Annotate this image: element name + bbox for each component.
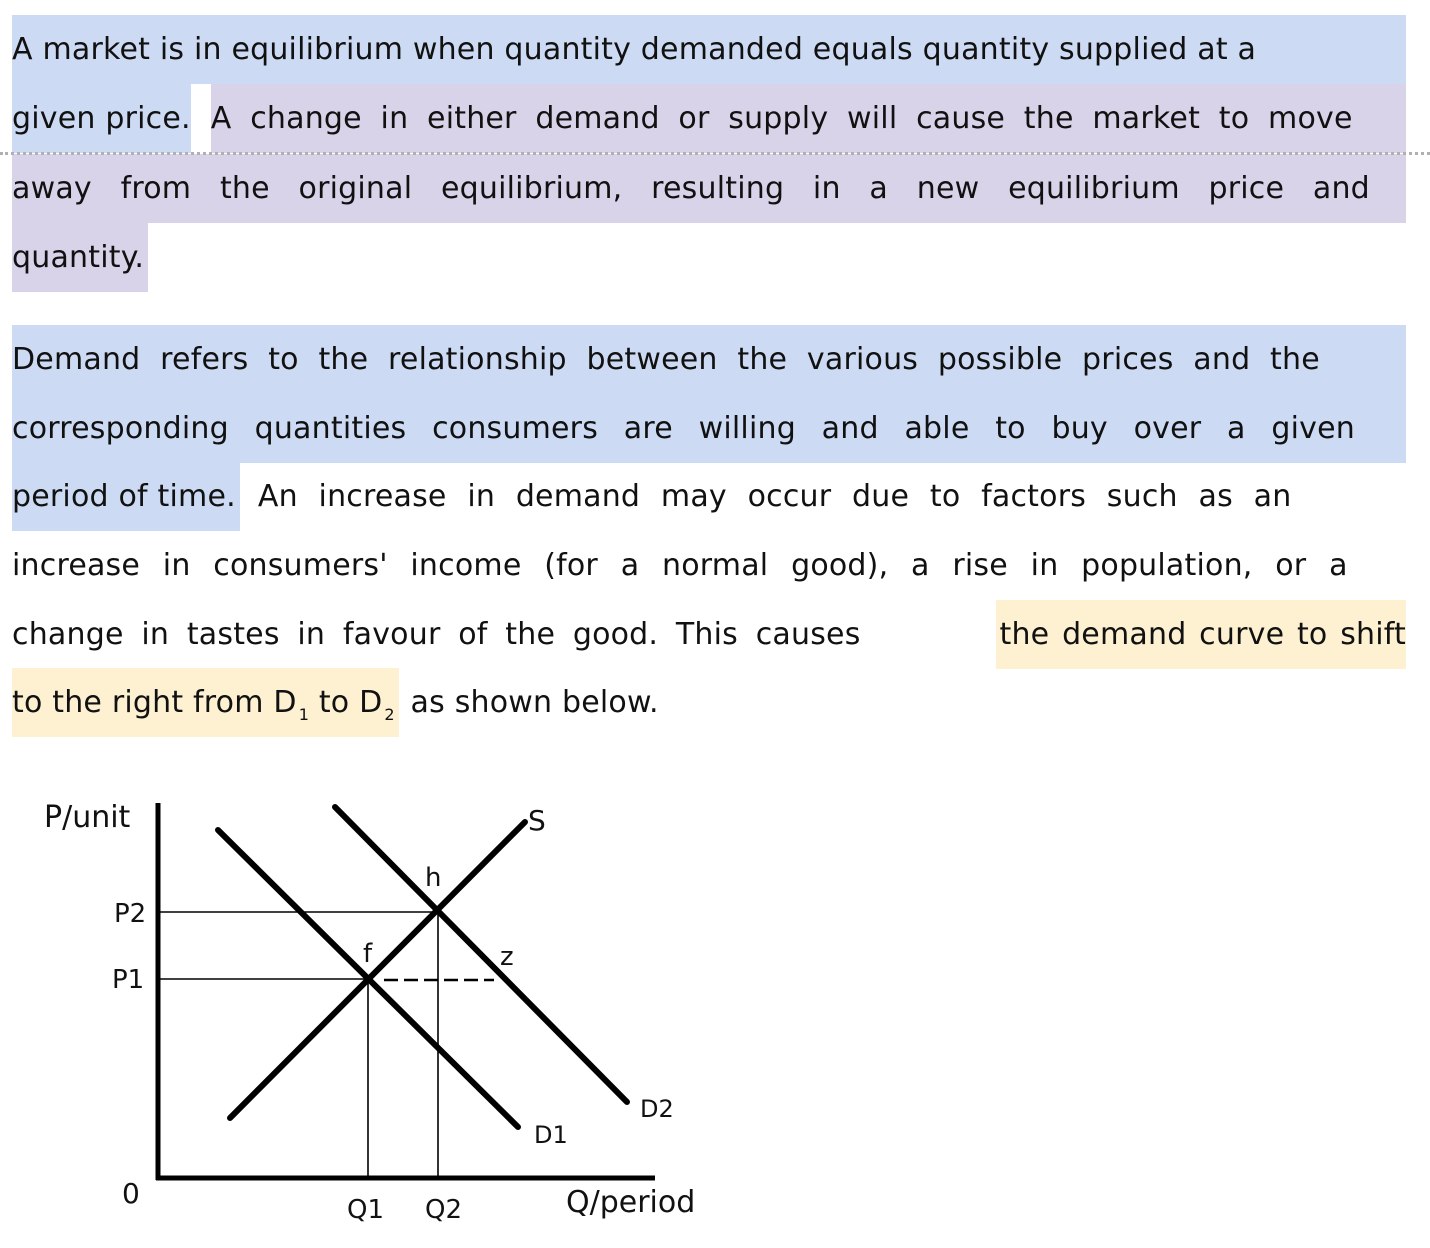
text-line: [12, 15, 1406, 84]
y-axis-label: P/unit: [44, 800, 131, 835]
text-segment: as shown below.: [410, 685, 659, 720]
chart-canvas: [0, 780, 720, 1248]
x-axis-label: Q/period: [566, 1185, 696, 1220]
text-segment: to D: [318, 685, 383, 720]
tick-label-q2: Q2: [425, 1195, 463, 1225]
text-line: [12, 325, 1406, 394]
text-segment: increase in consumers' income (for a normal good), a rise in population, or a: [12, 548, 1348, 583]
text-line: [12, 600, 1406, 669]
text-line: [12, 668, 659, 737]
text-line: [12, 394, 1406, 463]
text-segment: to the right from D: [12, 685, 297, 720]
text-segment-highlighted-yellow: the demand curve to shift: [996, 600, 1407, 669]
text-line: [12, 223, 148, 292]
text-segment-highlighted-blue: corresponding quantities consumers are willing and able to buy over a given: [12, 411, 1355, 446]
text-line: [12, 84, 1406, 153]
text-segment-highlighted-blue: Demand refers to the relationship between the various possible prices and the: [12, 342, 1320, 377]
text-segment: change in tastes in favour of the good. This causes: [12, 617, 861, 652]
text-segment-highlighted-blue: given price.: [12, 84, 191, 153]
text-segment-highlighted-blue: period of time.: [12, 462, 240, 531]
subscript: 2: [384, 705, 395, 724]
supply-demand-chart: [0, 780, 720, 1248]
text-segment-highlighted-blue: A market is in equilibrium when quantity demanded equals quantity supplied at a: [12, 32, 1257, 67]
highlight-gap: [191, 84, 211, 153]
curve-label-d1: D1: [534, 1121, 568, 1149]
text-line: [12, 531, 1406, 600]
point-label-z: z: [500, 942, 514, 972]
text-segment-highlighted-lavender: [211, 84, 1406, 153]
point-label-h: h: [425, 863, 442, 893]
tick-text: P1: [112, 965, 145, 995]
tick-label-q1: Q1: [347, 1195, 385, 1225]
subscript: 1: [298, 705, 310, 724]
text-line: [12, 154, 1406, 223]
text-segment-highlighted-yellow: [12, 668, 399, 737]
origin-label: 0: [122, 1177, 140, 1210]
curve-label-s: S: [528, 804, 546, 837]
point-label-f: f: [363, 939, 373, 969]
text-segment-highlighted-lavender: quantity.: [12, 223, 148, 292]
text-segment-highlighted-lavender: away from the original equilibrium, resulting in a new equilibrium price and: [12, 171, 1370, 206]
supply-curve-s: [230, 822, 525, 1118]
tick-label-p2: [114, 899, 146, 929]
page-break-divider: [0, 152, 1430, 155]
text-segment: A change in either demand or supply will cause the market to move: [210, 101, 1353, 136]
tick-text: P2: [114, 899, 147, 929]
text-segment: An increase in demand may occur due to factors such as an: [257, 479, 1292, 514]
demand-curve-d2: [335, 807, 627, 1102]
curve-label-d2: D2: [640, 1095, 674, 1123]
text-line: [12, 462, 1406, 531]
tick-label-p1: [112, 965, 144, 995]
